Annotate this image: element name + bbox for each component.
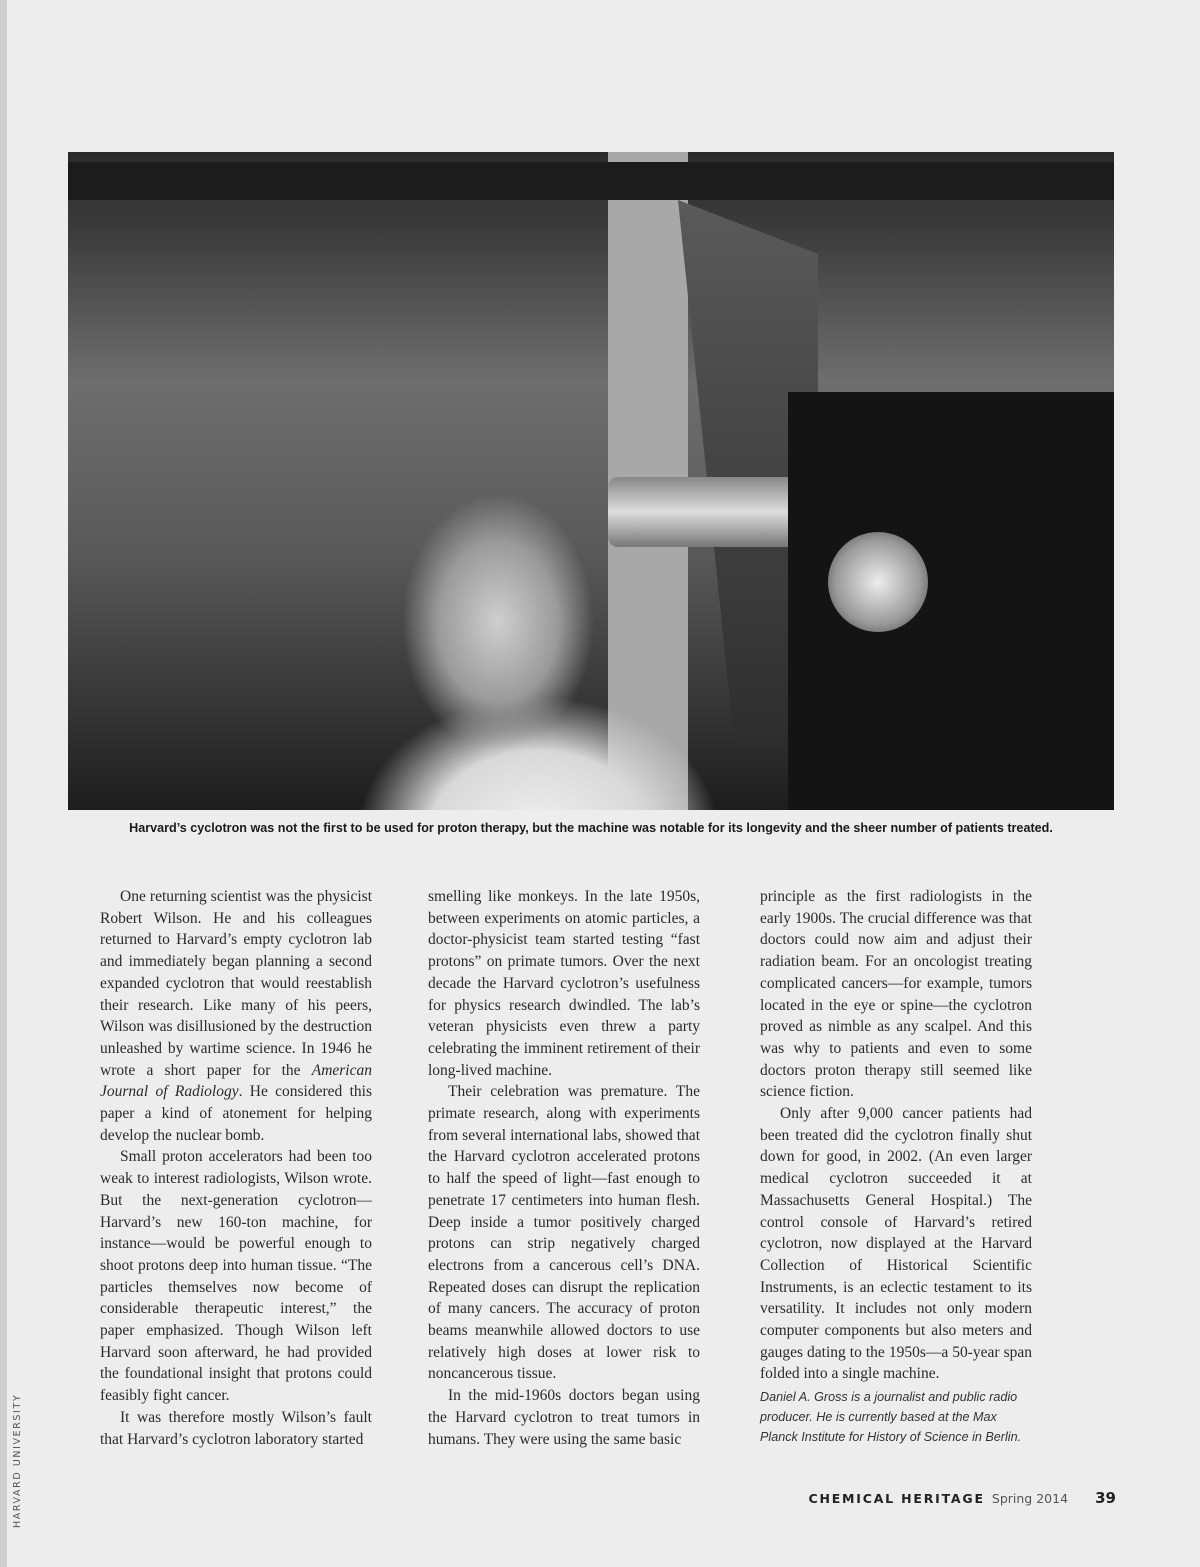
paragraph: It was therefore mostly Wilson’s fault that Harvard’s cyclotron laboratory started [100,1408,372,1448]
paragraph-text: One returning scientist was the physicist Robert Wilson. He and his colleagues returned to Harvard’s empty cyclotron lab and immediately began planning a second expanded cyclotron that would reestablish their research. Like many of his peers, Wilson was disillusioned by the destruction unleashed by wartime science. In 1946 he wrote a short paper for the [100,888,372,1079]
paragraph: In the mid-1960s doctors began using the Harvard cyclotron to treat tumors in humans. They were using the same basic [428,1387,700,1448]
paragraph-text: . He considered this paper a kind of atonement for helping develop the nuclear bomb. [100,1083,372,1144]
page-edge [0,0,7,1567]
magazine-name: CHEMICAL HERITAGE [808,1491,985,1506]
paragraph: Their celebration was premature. The primate research, along with experiments from several international labs, showed that the Harvard cyclotron accelerated protons to half the speed of light—fast enough to penetrate 17 centimeters into human flesh. Deep inside a tumor positively charged protons can strip negatively charged electrons from a cancerous cell’s DNA. Repeated doses can disrupt the replication of many cancers. The accuracy of proton beams meanwhile allowed doctors to use relatively high doses at lower risk to noncancerous tissue. [428,1083,700,1383]
issue-date: Spring 2014 [991,1491,1069,1506]
article-column-1 [100,886,372,1450]
paragraph: Only after 9,000 cancer patients had been treated did the cyclotron finally shut down for good, in 2002. (An even larger medical cyclotron succeeded it at Massachusetts General Hospital.) The control console of Harvard’s retired cyclotron, now displayed at the Harvard Collection of Historical Scientific Instruments, is an eclectic testament to its versatility. It includes not only modern computer components but also meters and gauges dating to the 1950s—a 50-year span folded into a single machine. [760,1105,1032,1383]
page-number: 39 [1095,1489,1116,1507]
photo-beam [68,162,1114,200]
paragraph: smelling like monkeys. In the late 1950s, between experiments on atomic particles, a doctor-physicist team started testing “fast protons” on primate tumors. Over the next decade the Harvard cyclotron’s usefulness for physics research dwindled. The lab’s veteran physicists even threw a party celebrating the imminent retirement of their long-lived machine. [428,888,700,1079]
photo-caption: Harvard’s cyclotron was not the first to be used for proton therapy, but the machine was notable for its longevity and the sheer number of patients treated. [129,821,1053,835]
author-bio: Daniel A. Gross is a journalist and public radio producer. He is currently based at the Max Planck Institute for History of Science in Berlin. [760,1390,1022,1445]
photo-lens [828,532,928,632]
photo-credit: HARVARD UNIVERSITY [12,1393,23,1528]
article-column-3 [760,886,1032,1447]
article-column-2 [428,886,700,1450]
journal-title: American Journal of Radiology [100,1061,372,1101]
paragraph: principle as the first radiologists in the early 1900s. The crucial difference was that doctors could now aim and adjust their radiation beam. For an oncologist treating complicated cancers—for example, tumors located in the eye or spine—the cyclotron proved as nimble as any scalpel. And this was why to patients and even to some doctors proton therapy still seemed like science fiction. [760,888,1032,1101]
paragraph [100,886,372,1146]
page-footer [808,1488,1116,1507]
cyclotron-photo [68,152,1114,810]
paragraph: Small proton accelerators had been too weak to interest radiologists, Wilson wrote. But the next-generation cyclotron—Harvard’s new 160-ton machine, for instance—would be powerful enough to shoot protons deep into human tissue. “The particles themselves now become of considerable therapeutic interest,” the paper emphasized. Though Wilson left Harvard soon afterward, he had provided the foundational insight that protons could feasibly fight cancer. [100,1148,372,1405]
